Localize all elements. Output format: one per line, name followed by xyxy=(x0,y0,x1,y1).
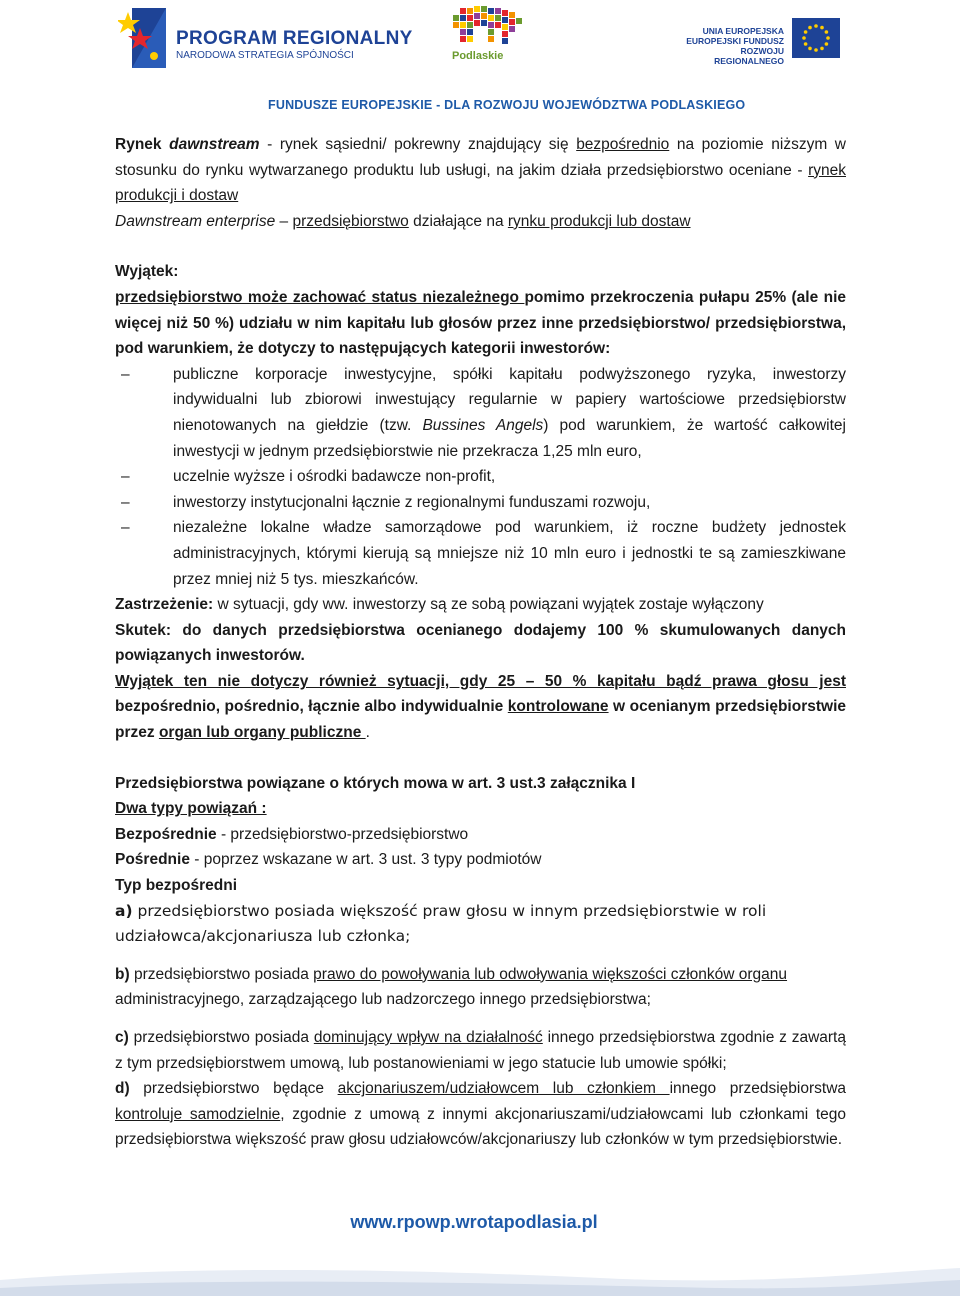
dash-bullet: – xyxy=(121,519,130,537)
paragraph-d xyxy=(115,1076,846,1153)
text-span: przedsiębiorstwo posiada xyxy=(129,965,314,983)
footer-url[interactable] xyxy=(0,1212,960,1233)
investor-categories-list xyxy=(115,362,846,592)
text-span: w ocenianym przedsiębiorstwie przez xyxy=(115,698,846,742)
text-span: przedsiębiorstwo posiada xyxy=(128,1029,314,1046)
text-span: działające na xyxy=(408,212,508,230)
spacer xyxy=(115,1013,846,1025)
text-span: - poprzez wskazane w art. 3 ust. 3 typy podmiotów xyxy=(189,851,542,869)
list-item xyxy=(115,362,846,464)
podlaskie-label: Podlaskie xyxy=(452,50,504,62)
header-tagline: FUNDUSZE EUROPEJSKIE - DLA ROZWOJU WOJEWÓDZTWA PODLASKIEGO xyxy=(268,98,746,112)
underlined-span: Wyjątek ten nie dotyczy również sytuacji, gdy 25 – 50 % kapitału bądź prawa głosu jest xyxy=(115,672,846,690)
text-span: bezpośrednio, pośrednio, łącznie albo indywidualnie xyxy=(115,698,508,716)
item-label: b) xyxy=(115,965,130,983)
paragraph-wyjatek xyxy=(115,285,846,362)
dash-bullet: – xyxy=(121,365,130,383)
heading-dwa-typy: Dwa typy powiązań : xyxy=(115,800,267,818)
text-span: publiczne korporacje inwestycyjne, spółki kapitału podwyższonego ryzyka, inwestorzy indywidualni lub zbiorowi inwestujący regularnie w papiery wartościowe przedsiębiorstw nienotowanych na giełdzie (tzw. xyxy=(173,365,846,434)
italic-term: Dawnstream enterprise xyxy=(115,212,276,230)
paragraph-dawnstream-enterprise xyxy=(115,209,846,235)
text-span: - przedsiębiorstwo-przedsiębiorstwo xyxy=(216,825,469,843)
text-span: - rynek sąsiedni/ pokrewny znajdujący się xyxy=(259,136,577,153)
bold-term: Pośrednie xyxy=(115,851,190,869)
list-item xyxy=(115,464,846,490)
page-header xyxy=(0,0,960,120)
line-posrednie xyxy=(115,847,846,873)
eu-flag-icon xyxy=(792,18,840,58)
heading-wyjatek: Wyjątek: xyxy=(115,263,179,281)
paragraph-c xyxy=(115,1025,846,1076)
program-subtitle: NARODOWA STRATEGIA SPÓJNOŚCI xyxy=(176,50,354,61)
bison-mosaic-icon xyxy=(440,4,530,50)
list-item xyxy=(115,515,846,592)
website-link[interactable]: www.rpowp.wrotapodlasia.pl xyxy=(350,1212,598,1232)
underlined-span: kontrolowane xyxy=(507,698,609,716)
underlined-span: bezpośrednio xyxy=(576,136,670,153)
item-label: a) xyxy=(115,901,133,920)
text-span: w sytuacji, gdy ww. inwestorzy są ze sobą powiązani wyjątek zostaje wyłączony xyxy=(213,596,764,614)
text-span: – xyxy=(275,212,293,230)
eu-line-1: UNIA EUROPEJSKA xyxy=(702,26,784,36)
item-label: c) xyxy=(115,1029,129,1046)
text-span: uczelnie wyższe i ośrodki badawcze non-profit, xyxy=(173,468,496,486)
text-span: inwestorzy instytucjonalni łącznie z regionalnymi funduszami rozwoju, xyxy=(173,493,651,511)
eu-logo xyxy=(684,14,844,64)
paragraph-skutek: Skutek: do danych przedsiębiorstwa ocenianego dodajemy 100 % skumulowanych danych powiązanych inwestorów. xyxy=(115,621,846,665)
text-span: administracyjnego, zarządzającego lub nadzorczego innego przedsiębiorstwa; xyxy=(115,991,651,1009)
paragraph-wyjatek-ten xyxy=(115,669,846,746)
text-span: przedsiębiorstwo posiada większość praw głosu w innym przedsiębiorstwie w roli udziałowca/akcjonariusza lub członka; xyxy=(115,901,767,946)
heading-typ-bezposredni: Typ bezpośredni xyxy=(115,877,238,895)
underlined-span: przedsiębiorstwo xyxy=(292,212,409,230)
spacer xyxy=(115,746,846,771)
dash-bullet: – xyxy=(121,468,130,486)
underlined-span: dominujący wpływ na działalność xyxy=(313,1029,543,1046)
paragraph-a xyxy=(115,899,846,950)
decorative-wave-band xyxy=(0,1262,960,1296)
underlined-span: rynku produkcji lub dostaw xyxy=(507,212,691,230)
bold-term: Bezpośrednie xyxy=(115,825,217,843)
text-span: ) pod warunkiem, że wartość całkowitej inwestycji w jednym przedsiębiorstwie nie przekracza 1,25 mln euro, xyxy=(173,416,846,460)
text-span: przedsiębiorstwo będące xyxy=(129,1080,338,1098)
underlined-span: prawo do powoływania lub odwoływania większości członków organu xyxy=(313,965,788,983)
text-span: , zgodnie z umową z innymi akcjonariuszami/udziałowcami lub członkami tego przedsiębiorstwa większość praw głosu udziałowców/akcjonariuszy lub członków w tym przedsiębiorstwie. xyxy=(115,1105,846,1149)
underlined-span: kontroluje samodzielnie xyxy=(115,1105,281,1123)
eu-line-3: ROZWOJU REGIONALNEGO xyxy=(714,46,784,66)
paragraph-zastrzezenie xyxy=(115,592,846,618)
line-bezposrednie xyxy=(115,822,846,848)
text-span: innego przedsiębiorstwa xyxy=(669,1080,847,1098)
term-rynek: Rynek xyxy=(115,136,162,153)
spacer xyxy=(115,950,846,962)
document-body xyxy=(115,132,846,1153)
text-span: . xyxy=(365,724,370,742)
paragraph-b xyxy=(115,962,846,1013)
item-label: d) xyxy=(115,1080,130,1098)
podlaskie-logo xyxy=(440,4,530,66)
text-span: na poziomie niższym w stosunku do rynku wytwarzanego produktu lub usługi, na jakim działa przedsiębiorstwo oceniane - xyxy=(115,136,846,179)
dash-bullet: – xyxy=(121,493,130,511)
bold-term: Zastrzeżenie: xyxy=(115,596,214,614)
text-span: pomimo przekroczenia pułapu 25% (ale nie więcej niż 50 %) udziału w nim kapitału lub głosów przez inne przedsiębiorstwo/ przedsiębiorstwa, pod warunkiem, że dotyczy to następujących kategorii inwestorów: xyxy=(115,288,847,358)
italic-term: Bussines Angels xyxy=(422,416,544,434)
heading-przedsiebiorstwa-powiazane: Przedsiębiorstwa powiązane o których mowa w art. 3 ust.3 załącznika I xyxy=(115,774,636,792)
eu-line-2: EUROPEJSKI FUNDUSZ xyxy=(686,36,784,46)
underlined-span: rynek produkcji i dostaw xyxy=(115,161,846,205)
list-item xyxy=(115,490,846,516)
text-span: niezależne lokalne władze samorządowe pod warunkiem, iż roczne budżety jednostek administracyjnych, którymi kierują są mniejsze niż 10 mln euro i jednostki te są zamieszkiwane przez mniej niż 5 tys. mieszkańców. xyxy=(173,519,846,588)
spacer xyxy=(115,234,846,259)
eu-text xyxy=(684,26,784,66)
program-title: PROGRAM REGIONALNY xyxy=(176,28,413,49)
term-dawnstream: dawnstream xyxy=(169,136,260,153)
text-span: innego przedsiębiorstwa zgodnie z zawartą z tym przedsiębiorstwem umową, lub postanowieniami w jego statucie lub umowie spółki; xyxy=(115,1029,846,1072)
star-flag-icon xyxy=(118,6,168,70)
underlined-span: organ lub organy publiczne xyxy=(158,724,366,742)
underlined-span: przedsiębiorstwo może zachować status niezależnego xyxy=(115,288,525,306)
paragraph-rynek-downstream xyxy=(115,132,846,209)
program-regionalny-logo xyxy=(118,6,413,70)
underlined-span: akcjonariuszem/udziałowcem lub członkiem xyxy=(337,1080,670,1098)
